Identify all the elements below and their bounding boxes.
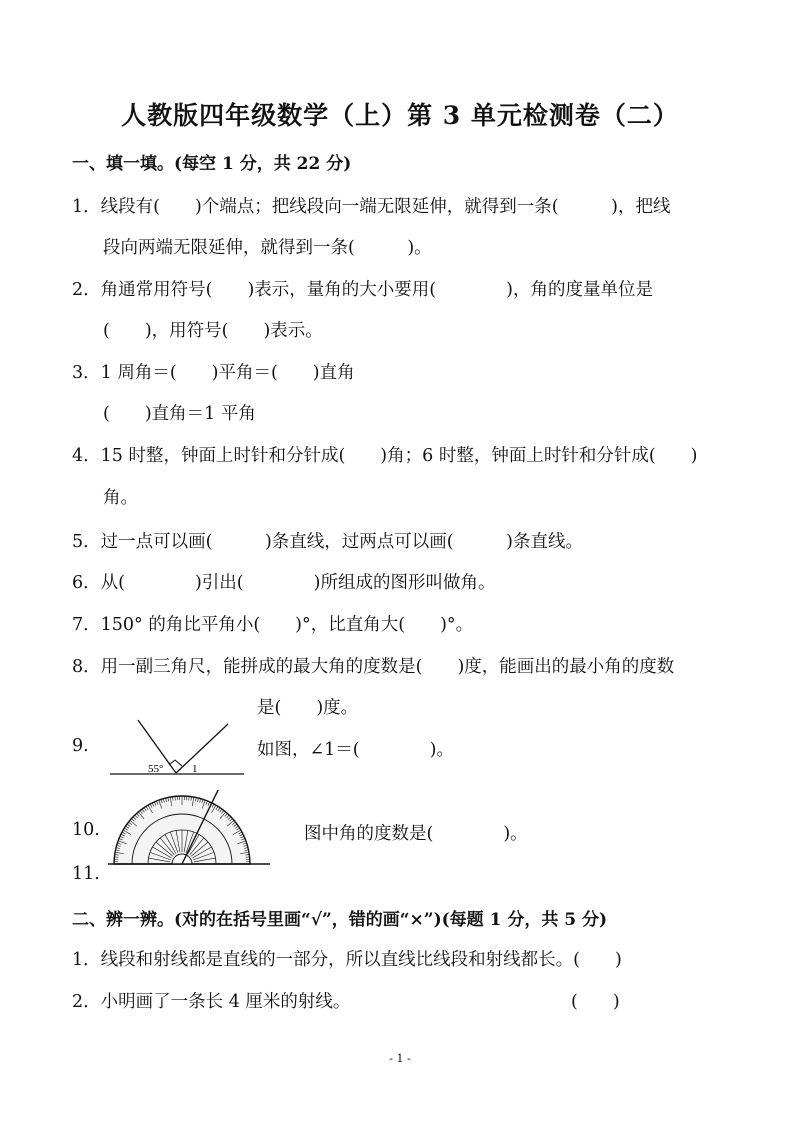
question-2-line-2: ( )，用符号( )表示。 — [103, 321, 323, 341]
question-9-number: 9. — [72, 736, 89, 756]
section-2-heading: 二、辨一辨。(对的在括号里画“√”，错的画“×”)(每题 1 分，共 5 分) — [72, 910, 608, 930]
page-number: - 1 - — [389, 1052, 411, 1065]
angle-label-1: 1 — [192, 763, 198, 775]
angle-figure — [108, 718, 248, 780]
question-3-line-1: 3．1 周角＝( )平角＝( )直角 — [72, 363, 355, 383]
question-4-line-1: 4．15 时整，钟面上时针和分针成( )角；6 时整，钟面上时针和分针成( ) — [72, 446, 698, 466]
judge-question-2-bracket: ( ) — [571, 992, 620, 1012]
page-title: 人教版四年级数学（上）第 3 单元检测卷（二） — [121, 101, 679, 130]
question-2-line-1: 2．角通常用符号( )表示，量角的大小要用( )，角的度量单位是 — [72, 280, 653, 300]
question-10-number: 10. — [72, 820, 100, 840]
ray-right — [176, 724, 228, 773]
question-5: 5．过一点可以画( )条直线，过两点可以画( )条直线。 — [72, 532, 583, 552]
question-1-line-1: 1．线段有( )个端点；把线段向一端无限延伸，就得到一条( )，把线 — [72, 197, 671, 217]
question-1-line-2: 段向两端无限延伸，就得到一条( )。 — [103, 238, 432, 258]
question-9-text: 如图，∠1＝( )。 — [257, 740, 454, 760]
angle-label-55: 55° — [148, 763, 164, 775]
question-4-line-2: 角。 — [103, 488, 138, 508]
protractor-figure — [106, 790, 276, 870]
question-11-number: 11. — [72, 864, 100, 884]
question-10-text: 图中角的度数是( )。 — [304, 824, 528, 844]
question-8-line-1: 8．用一副三角尺，能拼成的最大角的度数是( )度，能画出的最小角的度数 — [72, 657, 675, 677]
question-8-line-2: 是( )度。 — [257, 698, 359, 718]
judge-question-2: 2．小明画了一条长 4 厘米的射线。 — [72, 992, 351, 1012]
question-6: 6．从( )引出( )所组成的图形叫做角。 — [72, 573, 496, 593]
question-7: 7．150° 的角比平角小( )°，比直角大( )°。 — [72, 615, 474, 635]
judge-question-1: 1．线段和射线都是直线的一部分，所以直线比线段和射线都长。( ) — [72, 950, 622, 970]
question-3-line-2: ( )直角＝1 平角 — [103, 404, 256, 424]
section-1-heading: 一、填一填。(每空 1 分，共 22 分) — [72, 154, 352, 174]
